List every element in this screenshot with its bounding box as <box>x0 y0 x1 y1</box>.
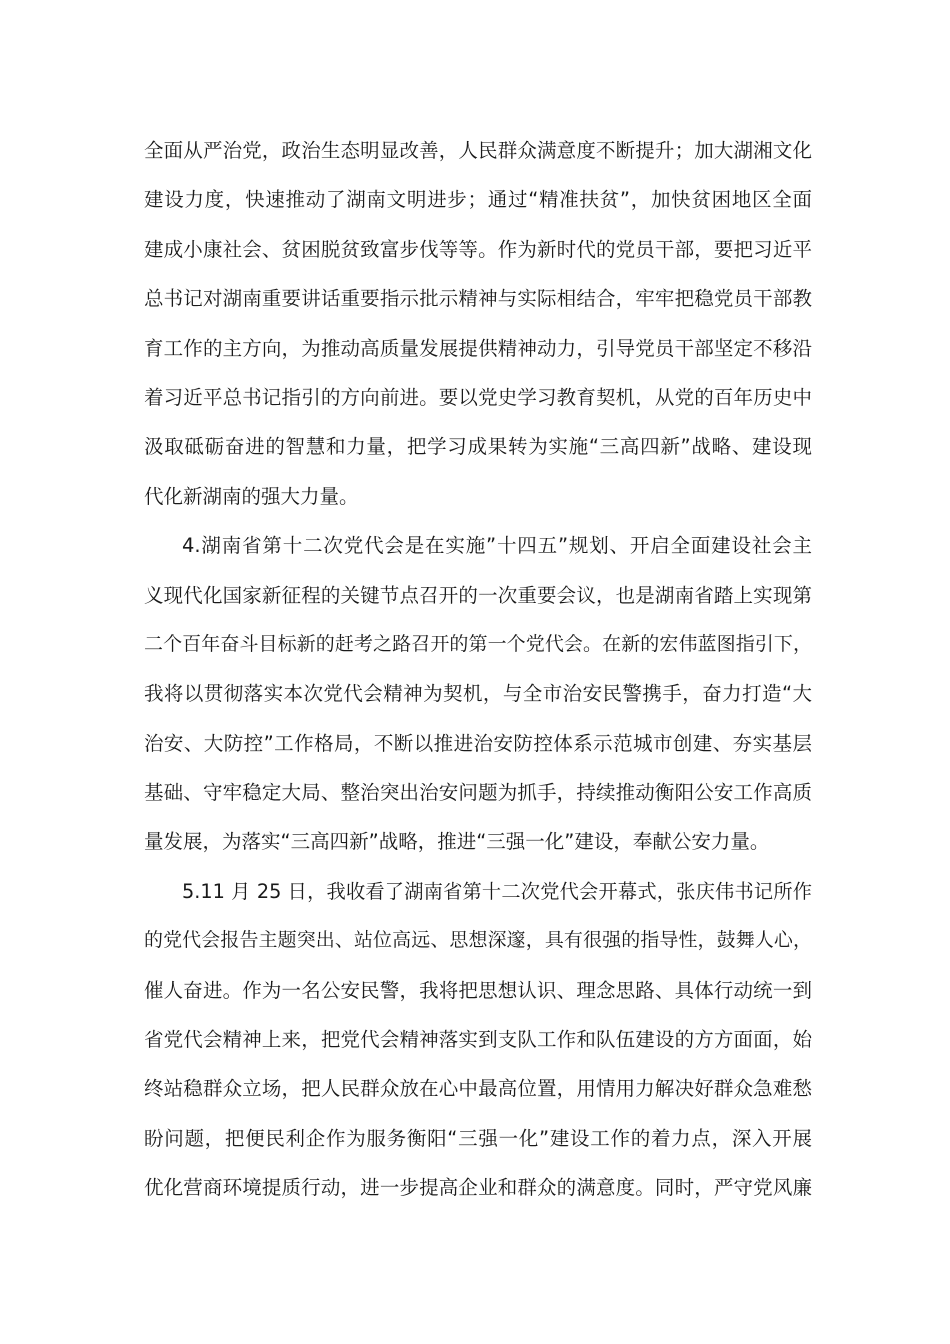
text-line: 的党代会报告主题突出、站位高远、思想深邃，具有很强的指导性，鼓舞人心， <box>144 929 812 952</box>
text-line: 4.湖南省第十二次党代会是在实施”十四五”规划、开启全面建设社会主 <box>182 534 812 558</box>
text-line: 5.11 月 25 日，我收看了湖南省第十二次党代会开幕式，张庆伟书记所作 <box>182 879 812 903</box>
text-line: 省党代会精神上来，把党代会精神落实到支队工作和队伍建设的方方面面，始 <box>144 1028 812 1052</box>
text-line: 全面从严治党，政治生态明显改善，人民群众满意度不断提升；加大湖湘文化 <box>144 139 812 162</box>
text-line: 总书记对湖南重要讲话重要指示批示精神与实际相结合，牢牢把稳党员干部教 <box>144 287 812 311</box>
text-line: 育工作的主方向，为推动高质量发展提供精神动力，引导党员干部坚定不移沿 <box>144 336 812 360</box>
text-line: 义现代化国家新征程的关键节点召开的一次重要会议，也是湖南省踏上实现第 <box>144 583 812 607</box>
text-line: 汲取砥砺奋进的智慧和力量，把学习成果转为实施“三高四新”战略、建设现 <box>144 435 812 459</box>
text-line: 量发展，为落实“三高四新”战略，推进“三强一化”建设，奉献公安力量。 <box>144 830 770 854</box>
text-line: 优化营商环境提质行动，进一步提高企业和群众的满意度。同时，严守党风廉 <box>144 1176 812 1200</box>
text-line: 基础、守牢稳定大局、整治突出治安问题为抓手，持续推动衡阳公安工作高质 <box>144 781 812 805</box>
text-line: 着习近平总书记指引的方向前进。要以党史学习教育契机，从党的百年历史中 <box>144 385 812 409</box>
text-line: 治安、大防控”工作格局，不断以推进治安防控体系示范城市创建、夯实基层 <box>144 731 812 755</box>
text-line: 催人奋进。作为一名公安民警，我将把思想认识、理念思路、具体行动统一到 <box>144 978 812 1002</box>
text-line: 建成小康社会、贫困脱贫致富步伐等等。作为新时代的党员干部，要把习近平 <box>144 237 812 261</box>
text-line: 代化新湖南的强大力量。 <box>144 484 359 508</box>
text-line: 终站稳群众立场，把人民群众放在心中最高位置，用情用力解决好群众急难愁 <box>144 1077 812 1101</box>
text-line: 我将以贯彻落实本次党代会精神为契机，与全市治安民警携手，奋力打造“大 <box>144 682 812 706</box>
text-line: 盼问题，把便民利企作为服务衡阳“三强一化”建设工作的着力点，深入开展 <box>144 1126 812 1150</box>
text-line: 建设力度，快速推动了湖南文明进步；通过“精准扶贫”，加快贫困地区全面 <box>144 188 812 212</box>
text-line: 二个百年奋斗目标新的赶考之路召开的第一个党代会。在新的宏伟蓝图指引下， <box>144 632 812 655</box>
body-text <box>144 126 812 1213</box>
